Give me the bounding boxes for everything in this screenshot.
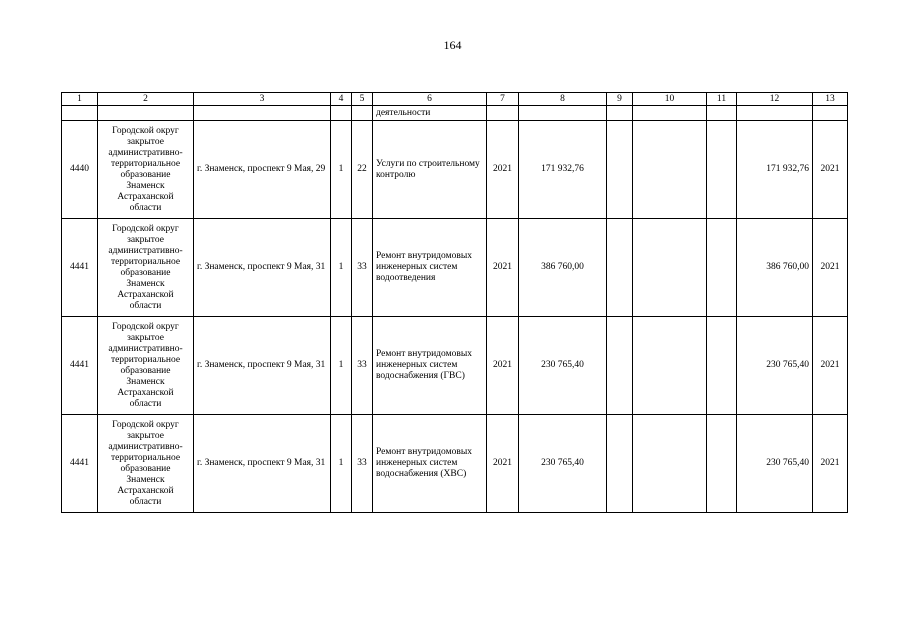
address: г. Знаменск, проспект 9 Мая, 29 [194,121,331,219]
row-number: 4441 [62,317,98,415]
address: г. Знаменск, проспект 9 Мая, 31 [194,219,331,317]
column-header: 12 [737,93,813,106]
register-table [61,92,848,513]
column-header: 8 [519,93,607,106]
row-number: 4440 [62,121,98,219]
table-cell [633,106,707,121]
column-header: 10 [633,93,707,106]
owner-name: Городской округ закрытое административно-территориальное образование Знаменск Астраханской области [98,121,194,219]
end-year: 2021 [813,219,848,317]
column-number-row [62,93,848,106]
address: г. Знаменск, проспект 9 Мая, 31 [194,415,331,513]
owner-name: Городской округ закрытое административно-территориальное образование Знаменск Астраханской области [98,219,194,317]
col10-value [633,219,707,317]
col11-value [707,219,737,317]
amount: 386 760,00 [519,219,607,317]
col5-value: 22 [352,121,373,219]
service-description: Услуги по строительному контролю [373,121,487,219]
table-cell [607,106,633,121]
amount: 230 765,40 [519,317,607,415]
year: 2021 [487,317,519,415]
table-cell [737,106,813,121]
col4-value: 1 [331,415,352,513]
column-header: 9 [607,93,633,106]
col9-value [607,317,633,415]
col4-value: 1 [331,219,352,317]
table-cell [519,106,607,121]
col11-value [707,121,737,219]
end-year: 2021 [813,317,848,415]
table-row [62,415,848,513]
table-cell [331,106,352,121]
col9-value [607,121,633,219]
col5-value: 33 [352,415,373,513]
total-amount: 230 765,40 [737,317,813,415]
row-number: 4441 [62,415,98,513]
table-cell [352,106,373,121]
total-amount: 230 765,40 [737,415,813,513]
table-row [62,317,848,415]
column-header: 5 [352,93,373,106]
end-year: 2021 [813,415,848,513]
col4-value: 1 [331,317,352,415]
col9-value [607,219,633,317]
col9-value [607,415,633,513]
table-cell [98,106,194,121]
year: 2021 [487,121,519,219]
owner-name: Городской округ закрытое административно-территориальное образование Знаменск Астраханской области [98,317,194,415]
column-header: 4 [331,93,352,106]
column-header: 3 [194,93,331,106]
column-header: 7 [487,93,519,106]
col5-value: 33 [352,317,373,415]
year: 2021 [487,415,519,513]
col4-value: 1 [331,121,352,219]
col10-value [633,415,707,513]
year: 2021 [487,219,519,317]
col10-value [633,317,707,415]
table-cell [813,106,848,121]
total-amount: 386 760,00 [737,219,813,317]
owner-name: Городской округ закрытое административно-территориальное образование Знаменск Астраханской области [98,415,194,513]
continuation-row [62,106,848,121]
table-cell [62,106,98,121]
table-row [62,219,848,317]
column-header: 1 [62,93,98,106]
page-number: 164 [443,38,462,52]
row-number: 4441 [62,219,98,317]
end-year: 2021 [813,121,848,219]
col11-value [707,317,737,415]
amount: 230 765,40 [519,415,607,513]
column-header: 2 [98,93,194,106]
address: г. Знаменск, проспект 9 Мая, 31 [194,317,331,415]
total-amount: 171 932,76 [737,121,813,219]
amount: 171 932,76 [519,121,607,219]
column-header: 6 [373,93,487,106]
service-description: Ремонт внутридомовых инженерных систем водоснабжения (ГВС) [373,317,487,415]
column-header: 13 [813,93,848,106]
column-header: 11 [707,93,737,106]
continuation-text: деятельности [373,106,487,121]
col11-value [707,415,737,513]
table-row [62,121,848,219]
col10-value [633,121,707,219]
col5-value: 33 [352,219,373,317]
table-cell [707,106,737,121]
service-description: Ремонт внутридомовых инженерных систем водоснабжения (ХВС) [373,415,487,513]
service-description: Ремонт внутридомовых инженерных систем водоотведения [373,219,487,317]
table-cell [487,106,519,121]
table-cell [194,106,331,121]
